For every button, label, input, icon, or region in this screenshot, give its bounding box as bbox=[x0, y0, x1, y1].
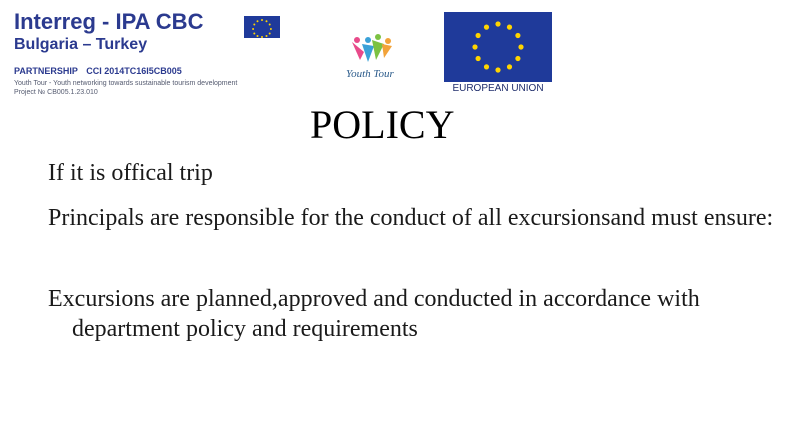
paragraph-2: Principals are responsible for the conduct of all excursionsand must ensure: bbox=[48, 205, 774, 231]
interreg-title: Interreg - IPA CBC bbox=[14, 9, 204, 34]
youth-tour-caption: Youth Tour bbox=[346, 68, 394, 80]
youth-tour-emblem-icon bbox=[342, 34, 402, 68]
eu-caption: EUROPEAN UNION bbox=[452, 83, 544, 94]
partnership-label: PARTNERSHIP bbox=[14, 66, 78, 76]
slide-title: POLICY bbox=[310, 102, 455, 147]
interreg-subtitle: Bulgaria – Turkey bbox=[14, 36, 148, 53]
eu-flag-icon bbox=[444, 12, 552, 82]
project-line-2: Project № CB005.1.23.010 bbox=[14, 89, 98, 96]
interreg-logo bbox=[14, 10, 314, 105]
small-eu-flag-icon bbox=[244, 16, 280, 38]
partnership-line bbox=[14, 66, 182, 77]
paragraph-1: If it is offical trip bbox=[48, 160, 213, 186]
paragraph-3: Excursions are planned,approved and conducted in accordance with department policy and requirements bbox=[48, 286, 700, 342]
project-line-1: Youth Tour - Youth networking towards sustainable tourism development bbox=[14, 80, 238, 87]
youth-tour-logo bbox=[342, 34, 402, 92]
programme-code: CCI 2014TC16I5CB005 bbox=[86, 66, 182, 76]
eu-logo bbox=[444, 12, 552, 96]
